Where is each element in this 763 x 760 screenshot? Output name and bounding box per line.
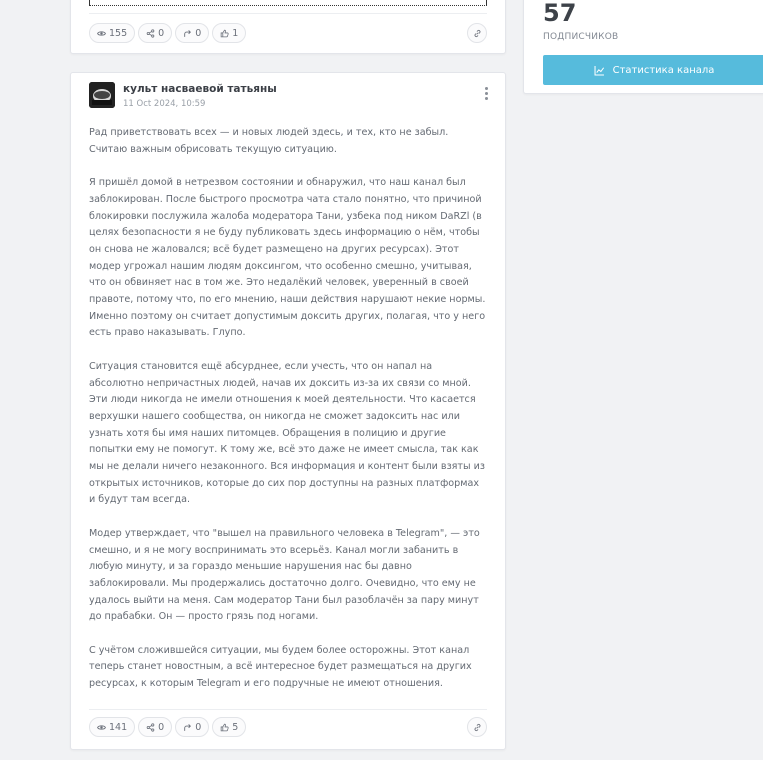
forward-icon [183, 723, 192, 732]
post-paragraph: С учётом сложившейся ситуации, мы будем более осторожны. Этот канал теперь станет новостным, а всё интересное будет размещаться на других ресурсах, к которым Telegram и его подручные не имеют отношения. [89, 644, 472, 690]
kebab-menu-icon [485, 87, 488, 90]
share-icon [146, 29, 155, 38]
post-card [70, 72, 506, 750]
forwards-count: 0 [195, 27, 202, 39]
post-menu-button[interactable] [483, 87, 489, 103]
previous-post-card [70, 0, 506, 54]
thumbs-up-icon [220, 723, 229, 732]
shares-count: 0 [158, 27, 165, 39]
subscriber-count: 57 [543, 0, 577, 27]
link-icon [473, 723, 482, 732]
subscriber-label: ПОДПИСЧИКОВ [543, 32, 619, 42]
post-text [89, 125, 487, 710]
channel-name[interactable]: культ насваевой татьяны [123, 83, 277, 95]
post-footer [89, 717, 487, 739]
channel-avatar[interactable] [89, 82, 115, 108]
line-chart-icon [594, 65, 605, 76]
channel-stats-card [523, 0, 763, 94]
post-paragraph: Рад приветствовать всех — и новых людей здесь, и тех, кто не забыл. Считаю важным обрисовать текущую ситуацию. [89, 127, 449, 155]
forwards-counter[interactable] [175, 717, 209, 737]
divider [89, 709, 487, 710]
copy-link-button[interactable] [467, 23, 487, 43]
views-counter[interactable] [89, 23, 135, 43]
reactions-counter[interactable] [212, 717, 246, 737]
reactions-count: 1 [232, 27, 239, 39]
reactions-count: 5 [232, 721, 239, 733]
forwards-count: 0 [195, 721, 202, 733]
eye-icon [97, 29, 106, 38]
post-date[interactable]: 11 Oct 2024, 10:59 [123, 99, 206, 109]
channel-stats-button[interactable] [543, 55, 763, 85]
link-icon [473, 29, 482, 38]
forward-icon [183, 29, 192, 38]
eye-icon [97, 723, 106, 732]
post-paragraph: Я пришёл домой в нетрезвом состоянии и обнаружил, что наш канал был заблокирован. После быстрого просмотра чата стало понятно, что причиной блокировки послужила жалоба модератора Тани, узбека под ником DaRZl (в целях безопасности я не буду публиковать здесь информацию о нём, чтобы он снова не жаловался; всё будет размещено на других ресурсах). Этот модер угрожал нашим людям доксингом, что особенно смешно, учитывая, что он обвиняет нас в том же. Это недалёкий человек, уверенный в своей правоте, потому что, по его мнению, наши действия нарушают некие нормы. Именно поэтому он считает допустимым доксить других, полагая, что у него есть право наказывать. Глупо. [89, 177, 486, 339]
avatar-image [89, 82, 115, 108]
kebab-dot [485, 92, 488, 95]
share-icon [146, 723, 155, 732]
shares-count: 0 [158, 721, 165, 733]
reactions-counter[interactable] [212, 23, 246, 43]
stats-button-label: Статистика канала [612, 64, 715, 76]
kebab-dot [485, 97, 488, 100]
post-media-bottom[interactable] [89, 0, 487, 6]
copy-link-button[interactable] [467, 717, 487, 737]
post-footer [89, 23, 487, 45]
divider [89, 13, 487, 14]
post-paragraph: Ситуация становится ещё абсурднее, если учесть, что он напал на абсолютно непричастных людей, начав их доксить из-за их связи со мной. Эти люди никогда не имели отношения к моей деятельности. Что касается верхушки нашего сообщества, он никогда не сможет задоксить нас или узнать хотя бы имя наших питомцев. Обращения в полицию и другие попытки ему не помогут. К тому же, всё это даже не имеет смысла, так как мы не делали ничего незаконного. Вся информация и контент были взяты из открытых источников, которые до сих пор доступны на разных платформах и будут там всегда. [89, 360, 485, 506]
shares-counter[interactable] [138, 23, 172, 43]
views-counter[interactable] [89, 717, 135, 737]
shares-counter[interactable] [138, 717, 172, 737]
views-count: 155 [109, 27, 128, 39]
thumbs-up-icon [220, 29, 229, 38]
views-count: 141 [109, 721, 128, 733]
forwards-counter[interactable] [175, 23, 209, 43]
post-paragraph: Модер утверждает, что "вышел на правильного человека в Telegram", — это смешно, и я не могу воспринимать это всерьёз. Канал могли забанить в любую минуту, и за гораздо меньшие нарушения нас бы давно заблокировали. Мы продержались достаточно долго. Очевидно, что ему не удалось выйти на меня. Сам модератор Тани был разоблачён за пару минут до прабабки. Он — просто грязь под ногами. [89, 527, 480, 623]
